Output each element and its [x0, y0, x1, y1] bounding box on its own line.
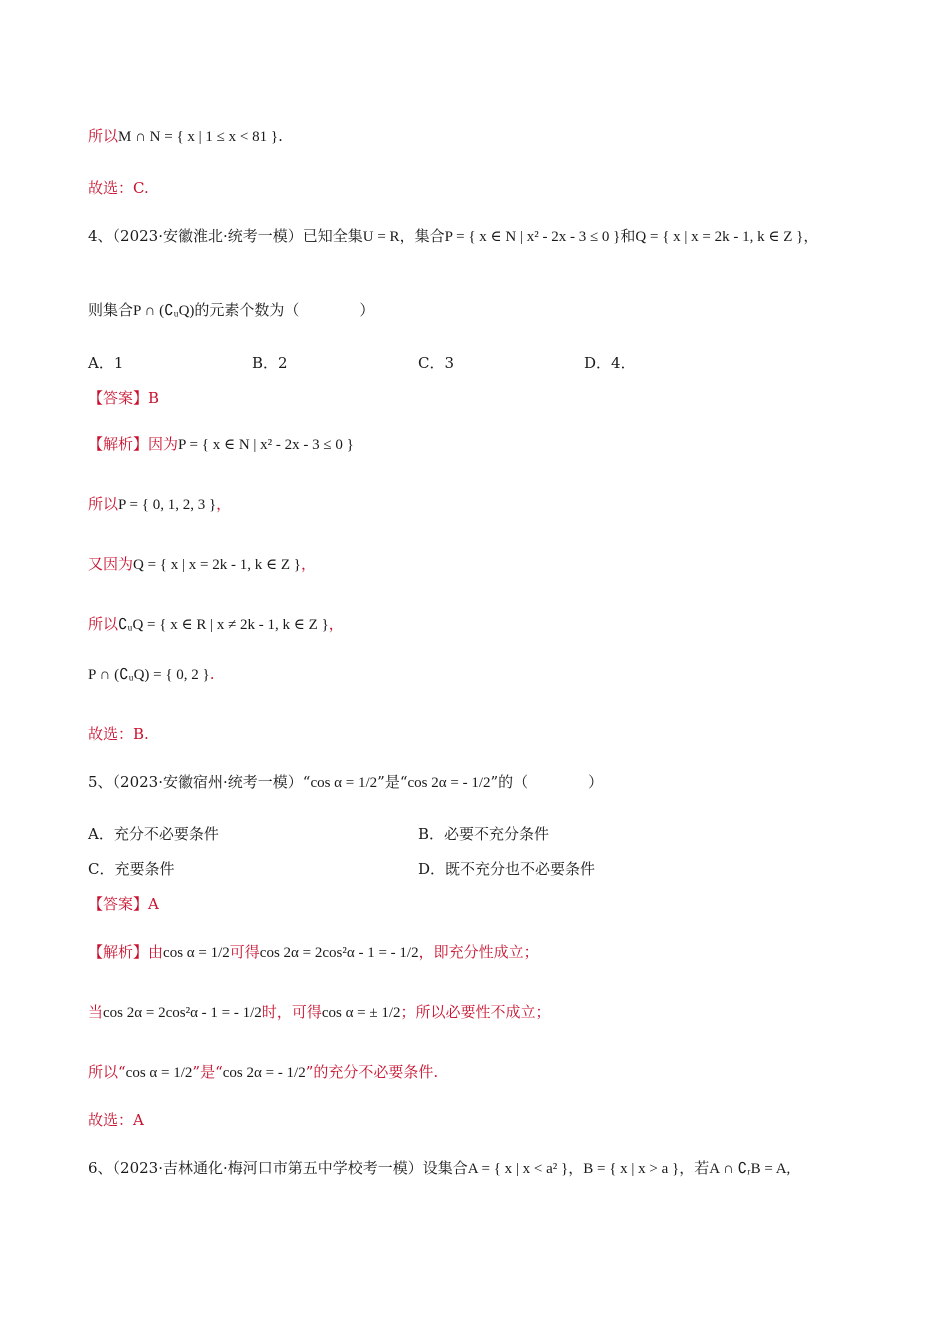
line-prefix: 所以: [88, 495, 119, 513]
q6-set-b: B = { x | x > a }: [583, 1161, 680, 1177]
q5-stem-b: ”是“: [377, 773, 408, 791]
q4-choose: 故选：B.: [88, 725, 149, 743]
q5-answer: 【答案】A: [88, 895, 159, 913]
math-expression: cos 2α = - 1/2: [222, 1065, 306, 1081]
q6-set-a: A = { x | x < a² }: [467, 1161, 569, 1177]
q6-condition: A ∩ ∁ᵣB = A,: [709, 1161, 791, 1177]
question-4-stem-2: [88, 300, 374, 321]
q4-expression: P ∩ (∁ᵤQ): [133, 303, 195, 319]
q5-option-d: D．既不充分也不必要条件: [418, 860, 596, 878]
line-m-cap-n: [88, 126, 283, 147]
text: 时，可得: [261, 1003, 322, 1021]
q5-option-c: C．充要条件: [88, 860, 175, 878]
math-expression: Q = { x | x = 2k - 1, k ∈ Z }: [133, 557, 301, 573]
text: ”是“: [192, 1063, 223, 1081]
q5-stem-a: 5、（2023·安徽宿州·统考一模）“: [88, 773, 311, 791]
q4-option-d: D．4．: [584, 354, 636, 372]
math-expression: cos α = 1/2: [163, 945, 230, 961]
q5-analysis-1: [88, 942, 539, 963]
math-expression: ∁ᵤQ = { x ∈ R | x ≠ 2k - 1, k ∈ Z }: [118, 617, 329, 633]
math-expression: cos 2α = 2cos²α - 1 = - 1/2: [259, 945, 419, 961]
q4-stem-c: 则集合: [88, 301, 134, 319]
line-suffix: ，: [300, 555, 316, 573]
math-expression: M ∩ N = { x | 1 ≤ x < 81 }: [118, 129, 279, 145]
q4-stem-a: 4、（2023·安徽淮北·统考一模）已知全集: [88, 227, 363, 245]
choice-line: 故选：C.: [88, 179, 149, 197]
line-prefix: 所以: [88, 127, 119, 145]
q4-comma: ，: [803, 227, 819, 245]
q4-analysis-1: [88, 434, 354, 455]
math-expression: P = { 0, 1, 2, 3 }: [118, 497, 217, 513]
q5-analysis-2: [88, 1002, 551, 1023]
q5-stem-c: ”的（ ）: [490, 773, 604, 791]
text: 当: [88, 1003, 104, 1021]
q4-analysis-2: [88, 494, 231, 515]
q5-cond-1: cos α = 1/2: [310, 775, 378, 791]
math-expression: cos 2α = 2cos²α - 1 = - 1/2: [103, 1005, 262, 1021]
text: 所以“: [88, 1063, 126, 1081]
question-4-stem: [88, 226, 818, 247]
q4-option-c: C．3: [418, 354, 455, 372]
analysis-label: 【解析】因为: [88, 435, 179, 453]
text: 可得: [229, 943, 260, 961]
text: ；所以必要性不成立；: [400, 1003, 551, 1021]
q4-set-q: Q = { x | x = 2k - 1, k ∈ Z }: [635, 229, 804, 245]
q4-and: 和: [620, 227, 636, 245]
math-expression: cos α = ± 1/2: [321, 1005, 401, 1021]
q4-analysis-3: [88, 554, 316, 575]
q4-stem-d: 的元素个数为（ ）: [194, 301, 375, 319]
q4-answer: 【答案】B: [88, 389, 160, 407]
text: ，即充分性成立；: [418, 943, 539, 961]
line-suffix: ，: [328, 615, 344, 633]
q5-cond-2: cos 2α = - 1/2: [407, 775, 491, 791]
line-suffix: ，: [216, 495, 232, 513]
line-prefix: 所以: [88, 615, 119, 633]
q6-sep: ，: [568, 1159, 584, 1177]
q5-analysis-3: [88, 1062, 438, 1083]
q5-option-b: B．必要不充分条件: [418, 825, 550, 843]
line-prefix: 又因为: [88, 555, 134, 573]
line-suffix: .: [209, 665, 215, 683]
math-expression: P ∩ (∁ᵤQ) = { 0, 2 }: [88, 667, 210, 683]
q4-set-p: P = { x ∈ N | x² - 2x - 3 ≤ 0 }: [444, 229, 621, 245]
q4-analysis-4: [88, 614, 344, 635]
q5-choose: 故选：A: [88, 1111, 144, 1129]
analysis-label: 【解析】: [88, 943, 149, 961]
line-suffix: .: [278, 127, 283, 145]
math-expression: cos α = 1/2: [125, 1065, 193, 1081]
q4-universal-set: U = R: [362, 229, 400, 245]
q6-stem-b: ，若: [679, 1159, 710, 1177]
question-5-stem: [88, 772, 603, 793]
text: 由: [148, 943, 164, 961]
q4-analysis-5: [88, 664, 215, 685]
q4-option-a: A．1: [88, 354, 124, 372]
math-expression: P = { x ∈ N | x² - 2x - 3 ≤ 0 }: [178, 437, 354, 453]
q6-stem-a: 6、（2023·吉林通化·梅河口市第五中学校考一模）设集合: [88, 1159, 468, 1177]
question-6-stem: [88, 1158, 790, 1179]
q4-option-b: B．2: [252, 354, 288, 372]
q5-option-a: A．充分不必要条件: [88, 825, 219, 843]
q4-stem-b: ，集合: [399, 227, 445, 245]
text: ”的充分不必要条件.: [305, 1063, 439, 1081]
